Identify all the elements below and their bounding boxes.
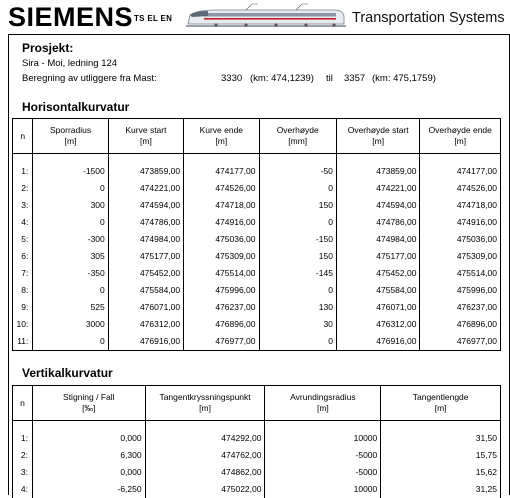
- vertical-table: [12, 385, 501, 498]
- table-cell: 475452,00: [108, 265, 183, 282]
- column-header: [381, 386, 501, 421]
- spacer-row: [13, 421, 501, 431]
- table-cell: 474221,00: [108, 180, 183, 197]
- column-unit: [m]: [199, 403, 211, 413]
- horizontal-table: [12, 118, 501, 351]
- vertical-title: Vertikalkurvatur: [22, 366, 113, 380]
- table-row: [13, 481, 501, 498]
- calc-range: [22, 73, 502, 85]
- column-header: [13, 119, 33, 154]
- table-cell: -150: [259, 231, 336, 248]
- spacer-cell: [13, 421, 33, 431]
- table-cell: 474786,00: [336, 214, 420, 231]
- spacer-cell: [184, 154, 259, 164]
- table-cell: 476916,00: [336, 333, 420, 351]
- table-cell: 305: [33, 248, 108, 265]
- km-to: (km: 475,1759): [372, 73, 436, 84]
- table-cell: 476896,00: [184, 316, 259, 333]
- row-number: 10:: [13, 316, 33, 333]
- table-cell: 473859,00: [108, 163, 183, 180]
- row-number: 2:: [13, 180, 33, 197]
- table-cell: 474526,00: [420, 180, 501, 197]
- table-cell: 6,300: [32, 447, 145, 464]
- spacer-cell: [381, 421, 501, 431]
- table-cell: 130: [259, 299, 336, 316]
- table-cell: 0: [259, 180, 336, 197]
- table-cell: 476312,00: [108, 316, 183, 333]
- table-cell: 474292,00: [145, 430, 265, 447]
- table-cell: 30: [259, 316, 336, 333]
- row-number: 1:: [13, 430, 33, 447]
- table-cell: 15,75: [381, 447, 501, 464]
- spacer-cell: [108, 154, 183, 164]
- table-cell: 474984,00: [336, 231, 420, 248]
- table-cell: 473859,00: [336, 163, 420, 180]
- column-unit: [m]: [372, 136, 385, 146]
- column-header: [336, 119, 420, 154]
- table-cell: 474177,00: [420, 163, 501, 180]
- header-row: [13, 119, 501, 154]
- table-row: [13, 299, 501, 316]
- table-cell: 475309,00: [420, 248, 501, 265]
- column-header: [259, 119, 336, 154]
- row-number: 4:: [13, 214, 33, 231]
- column-header: [33, 119, 108, 154]
- table-cell: -5000: [265, 447, 381, 464]
- report-header: [0, 0, 510, 34]
- table-cell: 474984,00: [108, 231, 183, 248]
- column-label: Overhøyde: [276, 125, 319, 135]
- row-number: 3:: [13, 464, 33, 481]
- column-label: n: [20, 130, 26, 141]
- table-cell: 475996,00: [184, 282, 259, 299]
- table-cell: 475177,00: [108, 248, 183, 265]
- header-row: [13, 386, 501, 421]
- spacer-cell: [265, 421, 381, 431]
- tagline: Transportation Systems: [352, 10, 505, 26]
- table-cell: 10000: [265, 430, 381, 447]
- column-header: [145, 386, 265, 421]
- column-label: Sporradius: [50, 125, 92, 135]
- table-cell: 525: [33, 299, 108, 316]
- table-cell: 475036,00: [420, 231, 501, 248]
- column-label: Overhøyde start: [347, 125, 409, 135]
- column-label: Tangentlengde: [412, 392, 469, 402]
- mast-from: 3330: [221, 73, 243, 84]
- table-cell: -50: [259, 163, 336, 180]
- table-cell: 476896,00: [420, 316, 501, 333]
- table-cell: 476237,00: [420, 299, 501, 316]
- table-cell: 0: [33, 333, 108, 351]
- row-number: 2:: [13, 447, 33, 464]
- table-row: [13, 163, 501, 180]
- table-cell: -6,250: [32, 481, 145, 498]
- column-unit: [m]: [215, 136, 228, 146]
- table-cell: 474762,00: [145, 447, 265, 464]
- siemens-logo: SIEMENS: [8, 2, 134, 32]
- column-header: [420, 119, 501, 154]
- column-header: [32, 386, 145, 421]
- department-code: TS EL EN: [134, 14, 173, 23]
- table-cell: 31,50: [381, 430, 501, 447]
- table-row: [13, 231, 501, 248]
- table-cell: 0: [33, 282, 108, 299]
- table-cell: 3000: [33, 316, 108, 333]
- table-cell: 475177,00: [336, 248, 420, 265]
- project-label: Prosjekt:: [22, 41, 74, 55]
- row-number: 9:: [13, 299, 33, 316]
- table-cell: 150: [259, 197, 336, 214]
- table-cell: 475309,00: [184, 248, 259, 265]
- table-cell: 476977,00: [184, 333, 259, 351]
- spacer-row: [13, 154, 501, 164]
- row-number: 4:: [13, 481, 33, 498]
- column-label: Kurve start: [125, 125, 167, 135]
- table-cell: 0: [259, 333, 336, 351]
- table-row: [13, 214, 501, 231]
- table-cell: 474862,00: [145, 464, 265, 481]
- table-cell: 475022,00: [145, 481, 265, 498]
- table-row: [13, 447, 501, 464]
- train-image: [186, 2, 346, 32]
- table-cell: 475996,00: [420, 282, 501, 299]
- table-cell: 0: [33, 214, 108, 231]
- km-from: (km: 474,1239): [250, 73, 314, 84]
- row-number: 7:: [13, 265, 33, 282]
- table-cell: 474177,00: [184, 163, 259, 180]
- table-cell: 150: [259, 248, 336, 265]
- mast-to: 3357: [344, 73, 366, 84]
- column-label: Avrundingsradius: [290, 392, 356, 402]
- column-unit: [m]: [316, 403, 329, 413]
- table-cell: 476071,00: [108, 299, 183, 316]
- table-cell: 0: [259, 214, 336, 231]
- table-cell: 475514,00: [184, 265, 259, 282]
- column-header: [184, 119, 259, 154]
- table-cell: 475036,00: [184, 231, 259, 248]
- table-cell: 476237,00: [184, 299, 259, 316]
- table-cell: -145: [259, 265, 336, 282]
- til-label: til: [326, 73, 333, 84]
- table-cell: 475514,00: [420, 265, 501, 282]
- row-number: 6:: [13, 248, 33, 265]
- horizontal-title: Horisontalkurvatur: [22, 100, 130, 114]
- column-label: Kurve ende: [199, 125, 244, 135]
- spacer-cell: [145, 421, 265, 431]
- table-cell: 0,000: [32, 430, 145, 447]
- table-cell: 474916,00: [184, 214, 259, 231]
- table-cell: -1500: [33, 163, 108, 180]
- column-unit: [mm]: [288, 136, 308, 146]
- column-header: [13, 386, 33, 421]
- table-cell: 474718,00: [184, 197, 259, 214]
- table-row: [13, 430, 501, 447]
- table-cell: 474718,00: [420, 197, 501, 214]
- table-row: [13, 282, 501, 299]
- column-unit: [m]: [64, 136, 77, 146]
- spacer-cell: [259, 154, 336, 164]
- column-unit: [‰]: [82, 403, 96, 413]
- table-row: [13, 316, 501, 333]
- table-cell: 475452,00: [336, 265, 420, 282]
- table-cell: 474221,00: [336, 180, 420, 197]
- table-row: [13, 333, 501, 351]
- table-cell: 476916,00: [108, 333, 183, 351]
- column-unit: [m]: [434, 403, 447, 413]
- project-name: Sira - Moi, ledning 124: [22, 58, 118, 69]
- table-cell: 15,62: [381, 464, 501, 481]
- table-cell: 474526,00: [184, 180, 259, 197]
- table-cell: 10000: [265, 481, 381, 498]
- spacer-cell: [336, 154, 420, 164]
- table-cell: 300: [33, 197, 108, 214]
- table-cell: -350: [33, 265, 108, 282]
- column-label: Tangentkryssningspunkt: [159, 392, 251, 402]
- table-row: [13, 265, 501, 282]
- calc-label: Beregning av utliggere fra Mast:: [22, 73, 157, 84]
- table-cell: 474786,00: [108, 214, 183, 231]
- column-label: Stigning / Fall: [63, 392, 115, 402]
- table-cell: -5000: [265, 464, 381, 481]
- table-cell: 475584,00: [108, 282, 183, 299]
- column-label: n: [20, 397, 25, 408]
- table-cell: 0: [33, 180, 108, 197]
- table-cell: 476312,00: [336, 316, 420, 333]
- table-cell: 474916,00: [420, 214, 501, 231]
- table-cell: 474594,00: [336, 197, 420, 214]
- spacer-cell: [32, 421, 145, 431]
- table-row: [13, 464, 501, 481]
- spacer-cell: [420, 154, 501, 164]
- table-row: [13, 197, 501, 214]
- spacer-cell: [33, 154, 108, 164]
- table-cell: 475584,00: [336, 282, 420, 299]
- column-header: [108, 119, 183, 154]
- row-number: 3:: [13, 197, 33, 214]
- row-number: 11:: [13, 333, 33, 351]
- table-cell: 0,000: [32, 464, 145, 481]
- row-number: 1:: [13, 163, 33, 180]
- column-unit: [m]: [454, 136, 467, 146]
- table-cell: 476071,00: [336, 299, 420, 316]
- column-label: Overhøyde ende: [428, 125, 492, 135]
- table-cell: 0: [259, 282, 336, 299]
- row-number: 8:: [13, 282, 33, 299]
- table-cell: 476977,00: [420, 333, 501, 351]
- column-unit: [m]: [140, 136, 152, 146]
- table-row: [13, 248, 501, 265]
- table-cell: -300: [33, 231, 108, 248]
- spacer-cell: [13, 154, 33, 164]
- table-cell: 31,25: [381, 481, 501, 498]
- column-header: [265, 386, 381, 421]
- table-row: [13, 180, 501, 197]
- table-cell: 474594,00: [108, 197, 183, 214]
- row-number: 5:: [13, 231, 33, 248]
